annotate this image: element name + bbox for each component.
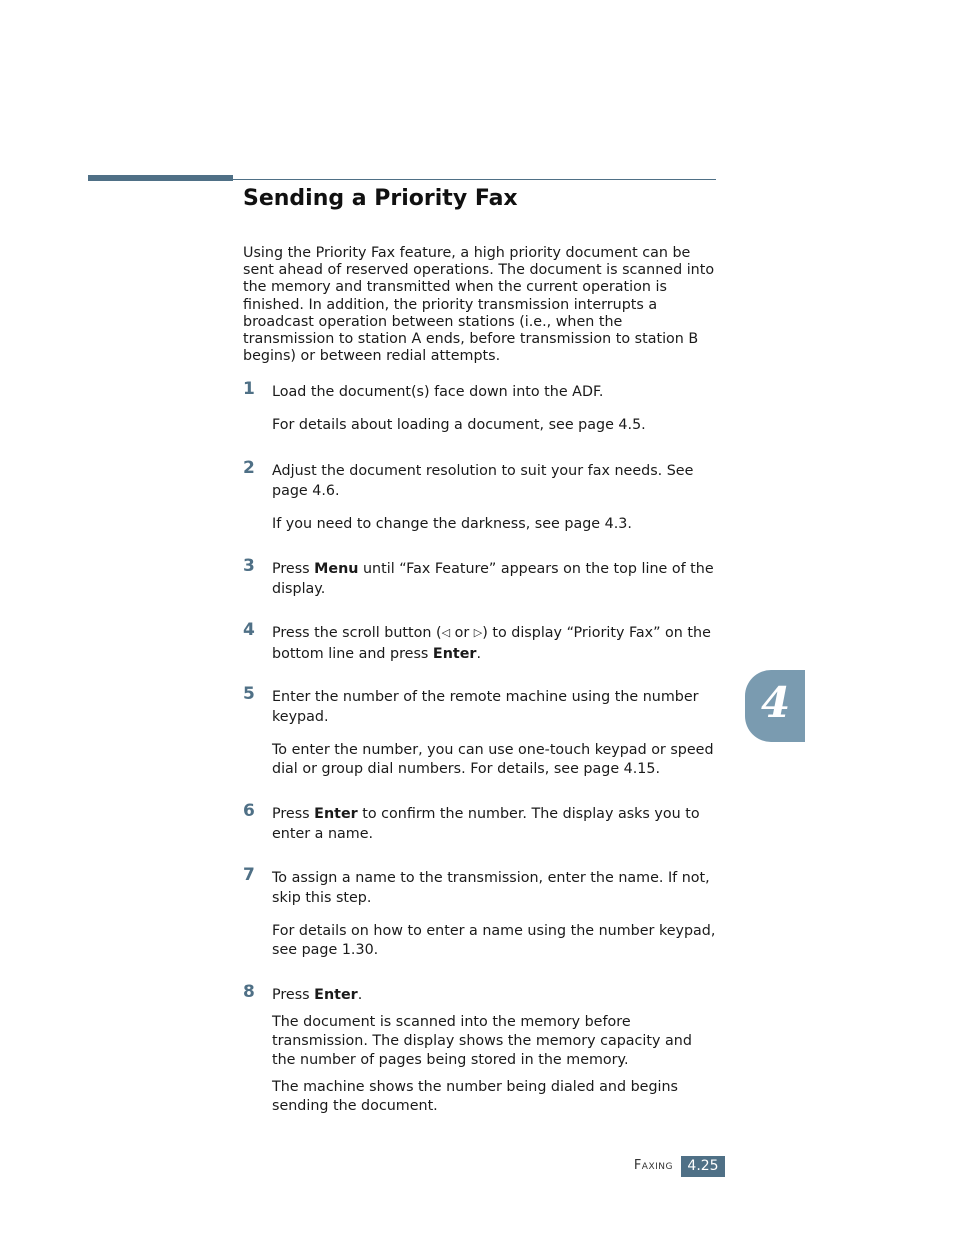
step-number: 3	[243, 556, 255, 576]
step-number: 1	[243, 379, 255, 399]
step-8	[243, 982, 718, 1116]
enter-key-label: Enter	[432, 646, 477, 662]
step-5	[243, 684, 718, 779]
step-number: 8	[243, 982, 255, 1002]
step-note: To enter the number, you can use one-touch keypad or speed dial or group dial numbers. For details, see page 4.15.	[272, 742, 714, 777]
chapter-number: 4	[761, 678, 791, 727]
footer-page-number: 4.25	[681, 1156, 725, 1177]
step-7	[243, 865, 718, 960]
step-1	[243, 379, 718, 435]
step-note: For details on how to enter a name using the number keypad, see page 1.30.	[272, 923, 716, 958]
enter-key-label: Enter	[314, 987, 358, 1003]
step-note: The machine shows the number being dialed and begins sending the document.	[272, 1079, 679, 1114]
footer-section-name: Faxing	[633, 1158, 673, 1173]
page-title: Sending a Priority Fax	[243, 186, 518, 211]
scroll-right-icon: ▷	[473, 626, 483, 639]
header-rule-thick	[88, 175, 233, 181]
step-number: 7	[243, 865, 255, 885]
step-3	[243, 556, 718, 599]
step-text: Press Enter.	[272, 987, 363, 1003]
step-note: If you need to change the darkness, see page 4.3.	[272, 516, 632, 532]
step-text: To assign a name to the transmission, enter the name. If not, skip this step.	[272, 870, 710, 906]
menu-key-label: Menu	[314, 561, 359, 577]
step-number: 6	[243, 801, 255, 821]
step-number: 2	[243, 458, 255, 478]
step-4	[243, 620, 718, 664]
step-note: For details about loading a document, see page 4.5.	[272, 417, 646, 433]
step-text: Enter the number of the remote machine using the number keypad.	[272, 689, 699, 725]
page-footer	[0, 1156, 954, 1178]
step-2	[243, 458, 718, 534]
step-text: Adjust the document resolution to suit your fax needs. See page 4.6.	[272, 463, 694, 499]
step-number: 4	[243, 620, 255, 640]
step-text: Press Enter to confirm the number. The display asks you to enter a name.	[272, 806, 700, 842]
enter-key-label: Enter	[314, 806, 358, 822]
step-text: Press Menu until “Fax Feature” appears on the top line of the display.	[272, 561, 714, 597]
step-text: Press the scroll button (◁ or ▷) to display “Priority Fax” on the bottom line and press Enter.	[272, 625, 711, 662]
step-note: The document is scanned into the memory before transmission. The display shows the memory capacity and the number of pages being stored in the memory.	[272, 1014, 692, 1068]
chapter-tab	[745, 670, 805, 742]
step-number: 5	[243, 684, 255, 704]
intro-paragraph: Using the Priority Fax feature, a high priority document can be sent ahead of reserved operations. The document is scanned into the memory and transmitted when the current operation is finished. In addition, the priority transmission interrupts a broadcast operation between stations (i.e., when the transmission to station A ends, before transmission to station B begins) or between redial attempts.	[243, 245, 715, 365]
header-rule-thin	[233, 179, 716, 180]
step-text: Load the document(s) face down into the ADF.	[272, 384, 604, 400]
scroll-left-icon: ◁	[441, 626, 451, 639]
step-6	[243, 801, 718, 844]
